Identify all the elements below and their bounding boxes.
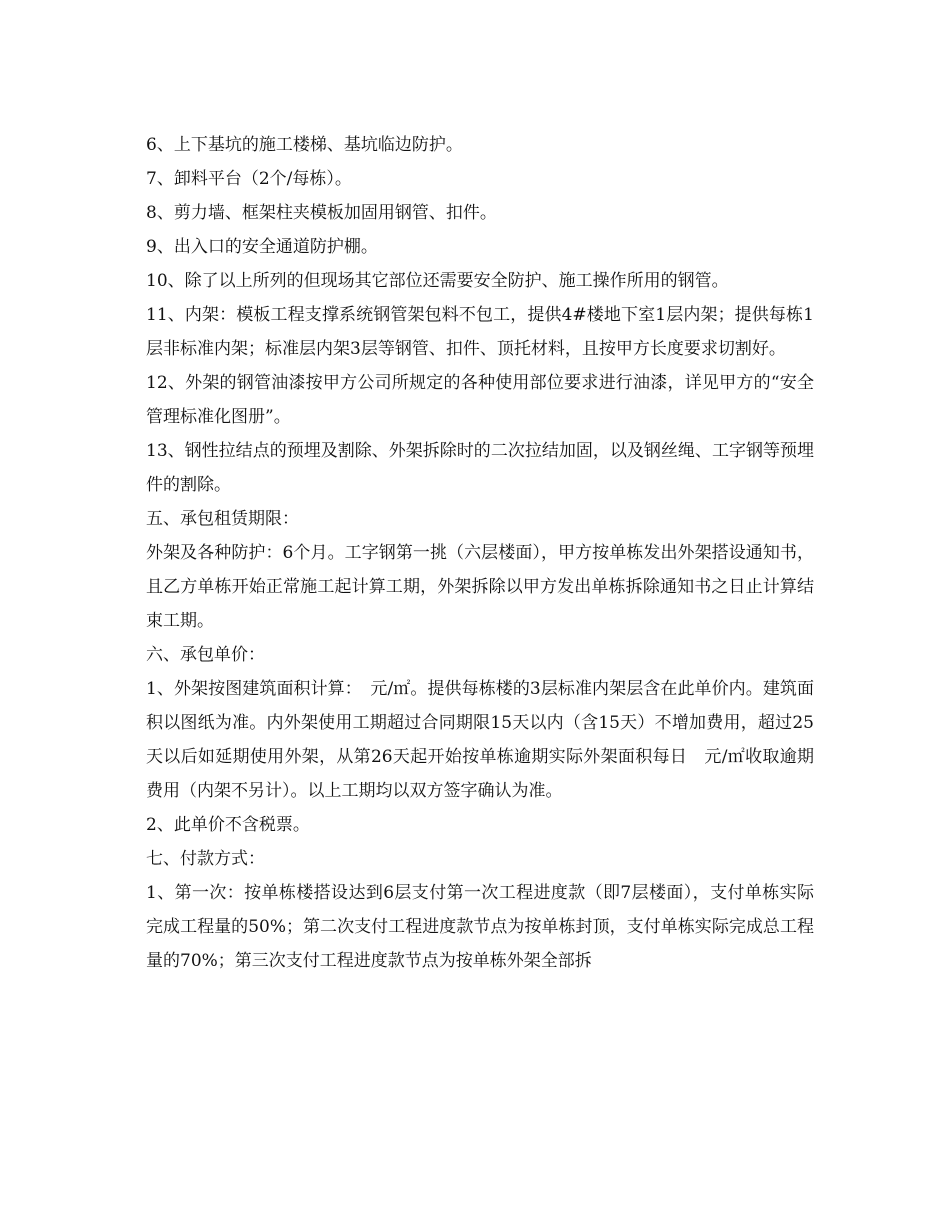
clause-12: 12、外架的钢管油漆按甲方公司所规定的各种使用部位要求进行油漆，详见甲方的“安全管理标准化图册”。 [146,373,814,427]
clause-10: 10、除了以上所列的但现场其它部位还需要安全防护、施工操作所用的钢管。 [146,271,729,291]
unit-price-clause-1: 1、外架按图建筑面积计算： 元/㎡。提供每栋楼的3层标准内架层含在此单价内。建筑面积以图纸为准。内外架使用工期超过合同期限15天以内（含15天）不增加费用，超过25天以后如延期使用外架，从第26天起开始按单栋逾期实际外架面积每日 元/㎡收取逾期费用（内架不另计）。以上工期均以双方签字确认为准。 [146,679,814,801]
section-heading-payment: 七、付款方式： [146,849,265,869]
document-body [146,128,814,978]
clause-9: 9、出入口的安全通道防护棚。 [146,237,378,257]
clause-8: 8、剪力墙、框架柱夹模板加固用钢管、扣件。 [146,203,497,223]
section-heading-unit-price: 六、承包单价： [146,645,265,665]
clause-7: 7、卸料平台（2个/每栋）。 [146,169,352,189]
clause-6: 6、上下基坑的施工楼梯、基坑临边防护。 [146,135,463,155]
clause-11: 11、内架：模板工程支撑系统钢管架包料不包工，提供4#楼地下室1层内架；提供每栋1层非标准内架；标准层内架3层等钢管、扣件、顶托材料，且按甲方长度要求切割好。 [146,305,814,359]
unit-price-clause-2: 2、此单价不含税票。 [146,815,310,835]
lease-term-text: 外架及各种防护：6个月。工字钢第一挑（六层楼面），甲方按单栋发出外架搭设通知书，且乙方单栋开始正常施工起计算工期，外架拆除以甲方发出单栋拆除通知书之日止计算结束工期。 [146,543,814,631]
clause-13: 13、钢性拉结点的预埋及割除、外架拆除时的二次拉结加固，以及钢丝绳、工字钢等预埋件的割除。 [146,441,814,495]
section-heading-lease-term: 五、承包租赁期限： [146,509,299,529]
payment-clause-1: 1、第一次：按单栋楼搭设达到6层支付第一次工程进度款（即7层楼面），支付单栋实际完成工程量的50%；第二次支付工程进度款节点为按单栋封顶，支付单栋实际完成总工程量的70%；第三次支付工程进度款节点为按单栋外架全部拆 [146,883,814,971]
